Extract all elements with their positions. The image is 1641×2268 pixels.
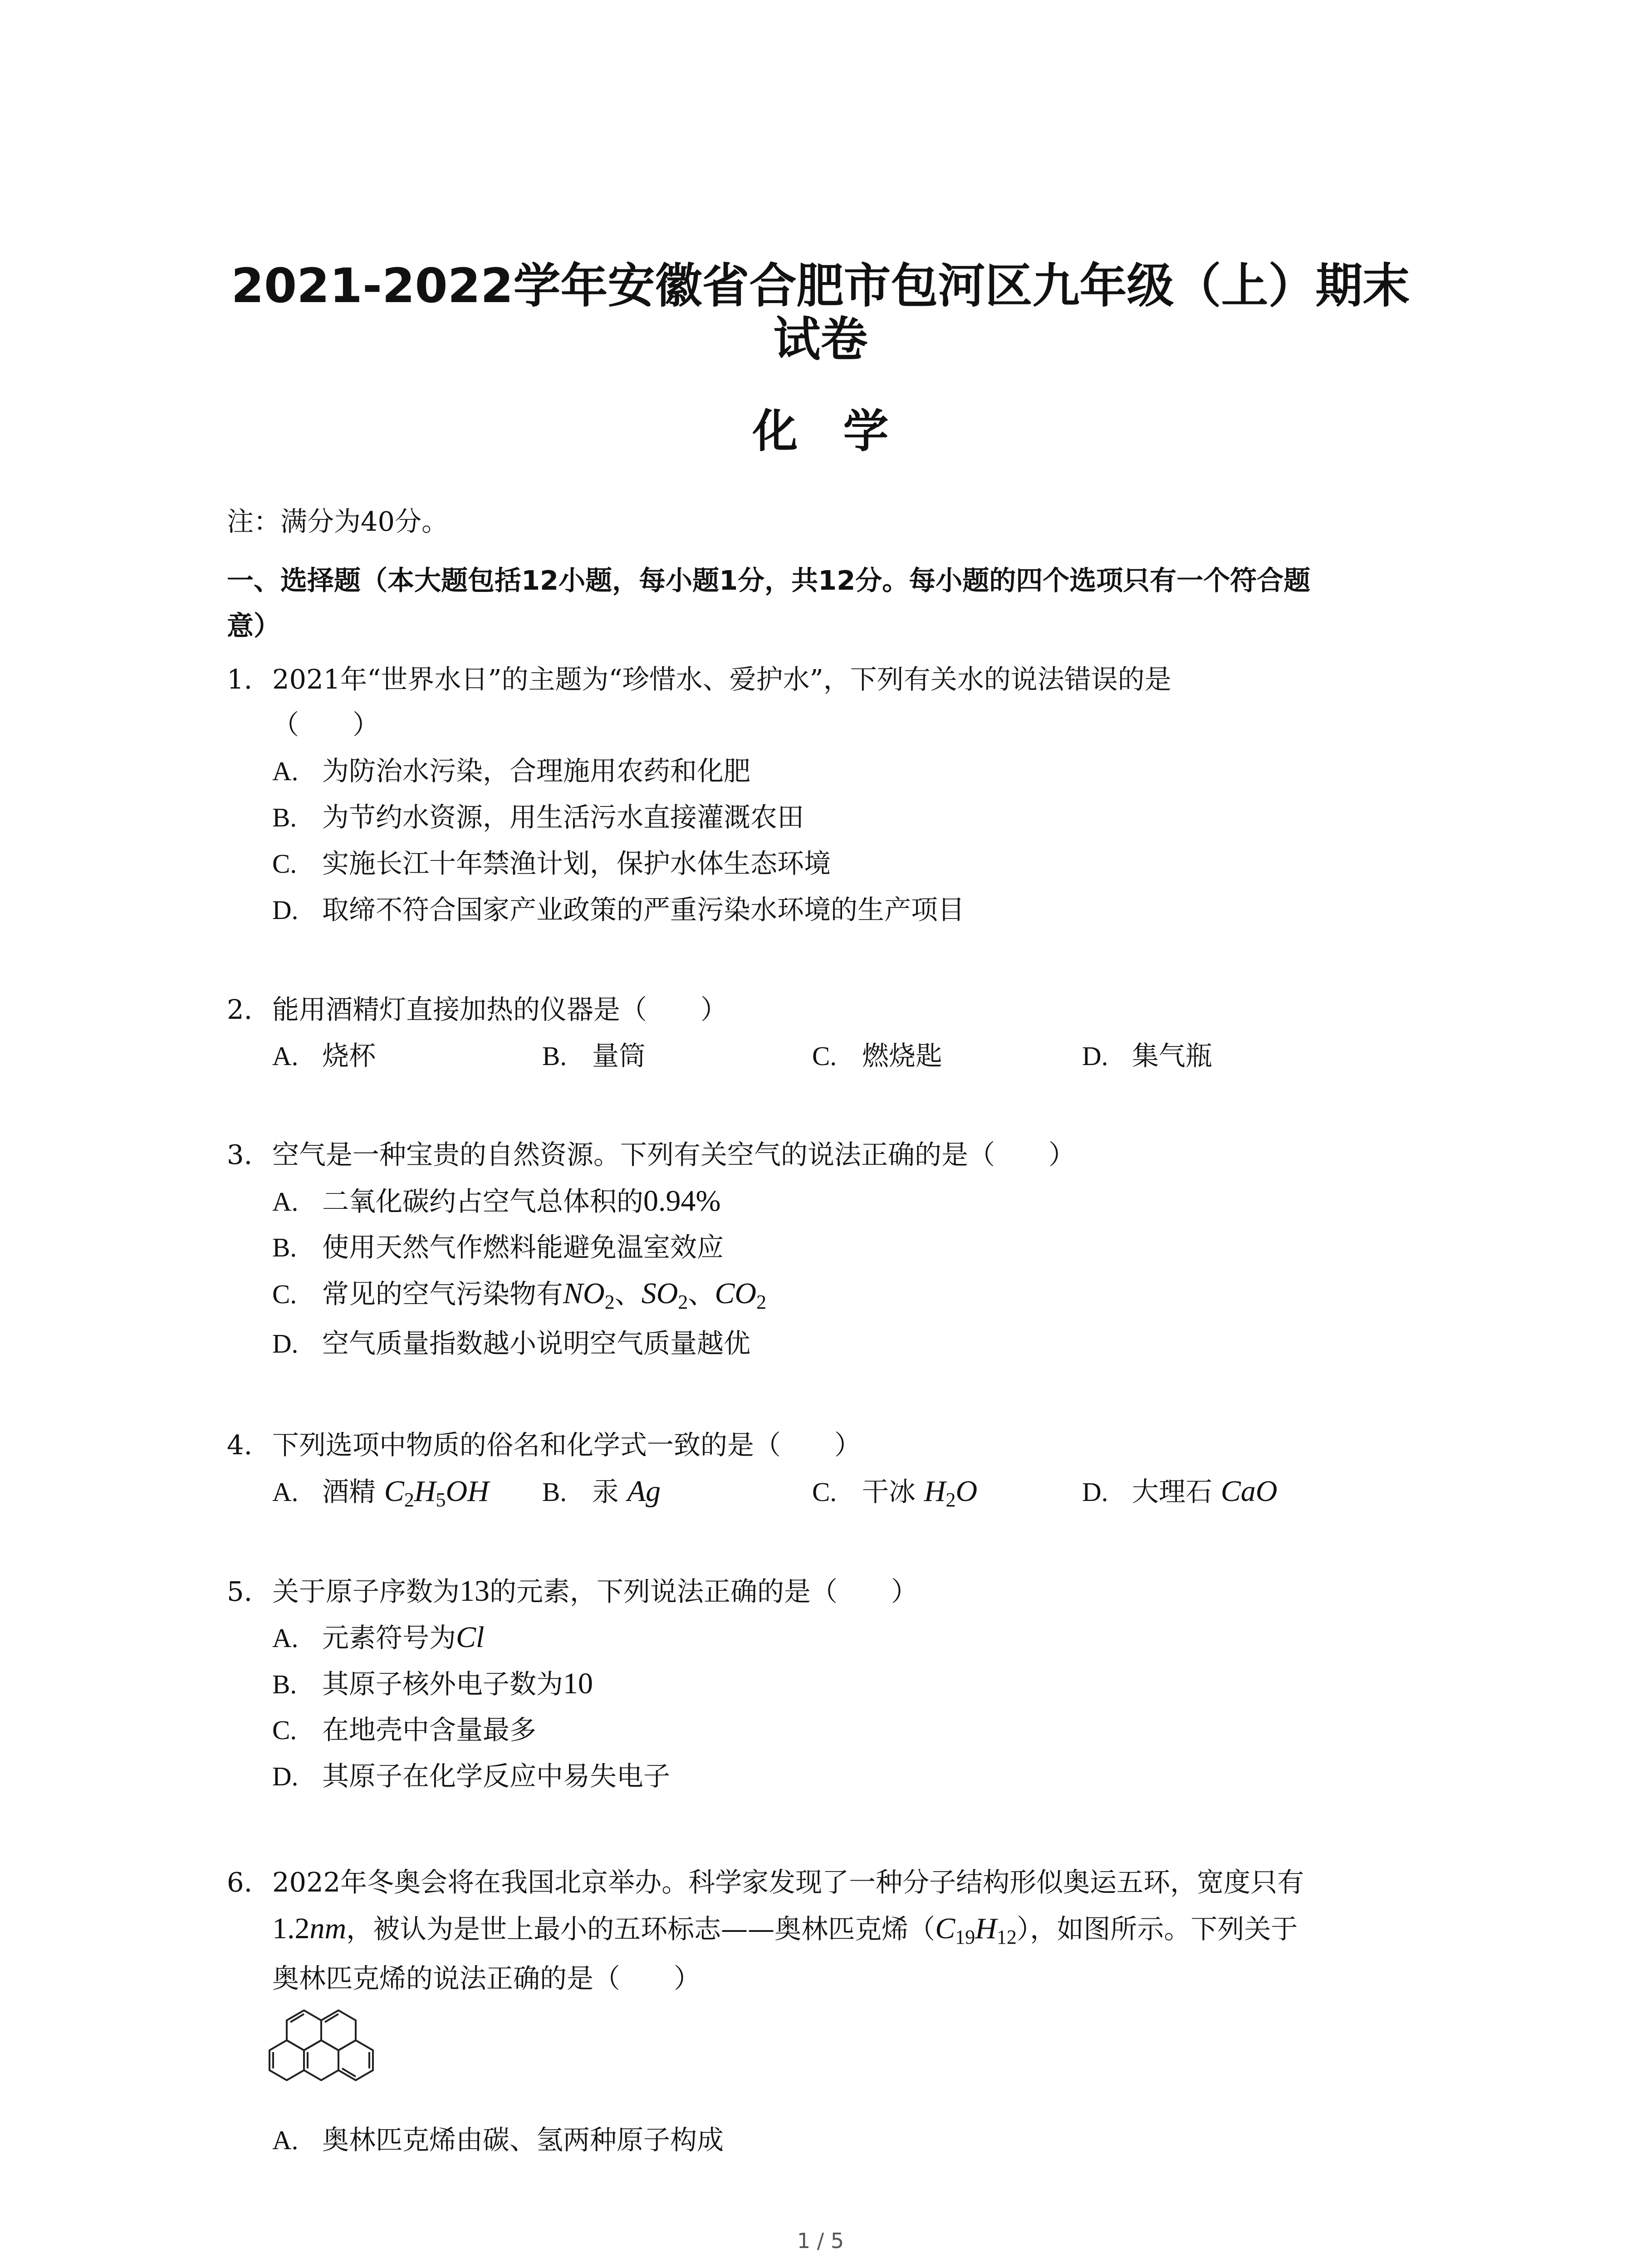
question-1-option-a: A. 为防治水污染，合理施用农药和化肥	[272, 755, 751, 787]
page-number: 1 / 5	[797, 2229, 844, 2253]
exam-title-line1: 2021-2022学年安徽省合肥市包河区九年级（上）期末	[231, 258, 1410, 313]
question-3-option-b: B. 使用天然气作燃料能避免温室效应	[272, 1232, 724, 1263]
question-5-option-a: A. 元素符号为Cl	[272, 1621, 485, 1654]
question-3-stem: 3. 空气是一种宝贵的自然资源。下列有关空气的说法正确的是（ ）	[227, 1139, 1076, 1170]
question-5-stem: 5. 关于原子序数为13的元素，下列说法正确的是（ ）	[227, 1574, 918, 1608]
question-3-option-a: A. 二氧化碳约占空气总体积的0.94%	[272, 1184, 721, 1217]
question-1-stem-line1	[227, 662, 1171, 697]
question-1-option-d: D. 取缔不符合国家产业政策的严重污染水环境的生产项目	[272, 894, 965, 925]
exam-title-line2: 试卷	[773, 312, 868, 367]
question-6-stem-line1: 6. 2022年冬奥会将在我国北京举办。科学家发现了一种分子结构形似奥运五环，宽度只有	[227, 1867, 1304, 1898]
question-4-option-a: A. 酒精 $C_2H_5OH$	[272, 1475, 489, 1511]
question-6-option-a: A. 奥林匹克烯由碳、氢两种原子构成	[272, 2124, 724, 2156]
score-note: 注：满分为40分。	[227, 506, 449, 537]
question-4-option-b: B. 汞 Ag	[542, 1475, 661, 1508]
question-3-option-c: C. 常见的空气污染物有$NO_2$、$SO_2$、$CO_2$	[272, 1277, 767, 1313]
question-2-stem: 2. 能用酒精灯直接加热的仪器是（ ）	[227, 994, 728, 1025]
section-heading-line2: 意）	[227, 610, 281, 641]
question-2-option-d: D. 集气瓶	[1082, 1040, 1213, 1071]
question-5-option-b: B. 其原子核外电子数为10	[272, 1667, 593, 1700]
section-heading	[227, 558, 1443, 649]
question-6-stem-line2: 1.2nm，被认为是世上最小的五环标志——奥林匹克烯$(C_{19}H_{12})$，如图所示。下列关于	[272, 1912, 1298, 1948]
section-heading-line1: 一、选择题（本大题包括12小题，每小题1分，共12分。每小题的四个选项只有一个符合题	[227, 565, 1311, 596]
chemical-formula: $C_{19}H_{12}$	[935, 1912, 1017, 1948]
question-2-option-a: A. 烧杯	[272, 1040, 376, 1071]
chemical-formula: $SO_2$	[641, 1277, 688, 1313]
question-number: 1.	[227, 664, 253, 695]
question-2-option-b: B. 量筒	[542, 1040, 646, 1071]
chemical-formula: $C_2H_5OH$	[384, 1475, 489, 1511]
question-5-option-c: C. 在地壳中含量最多	[272, 1714, 537, 1745]
question-4-stem: 4. 下列选项中物质的俗名和化学式一致的是（ ）	[227, 1429, 862, 1461]
chemical-formula: Ag	[627, 1475, 661, 1508]
chemical-formula: CaO	[1220, 1475, 1278, 1508]
olympicene-structure-icon	[268, 2005, 381, 2105]
subject-heading: 化学	[752, 405, 934, 458]
question-4-option-c: C. 干冰 $H_2O$	[812, 1475, 978, 1511]
chemical-formula: $H_2O$	[924, 1475, 978, 1511]
chemical-formula: $NO_2$	[563, 1277, 615, 1313]
question-2-option-c: C. 燃烧匙	[812, 1040, 943, 1071]
question-1-option-b: B. 为节约水资源，用生活污水直接灌溉农田	[272, 802, 804, 833]
question-1-option-c: C. 实施长江十年禁渔计划，保护水体生态环境	[272, 848, 831, 879]
chemical-formula: $CO_2$	[715, 1277, 767, 1313]
question-4-option-d: D. 大理石 CaO	[1082, 1475, 1278, 1508]
question-3-option-d: D. 空气质量指数越小说明空气质量越优	[272, 1328, 751, 1359]
question-5-option-d: D. 其原子在化学反应中易失电子	[272, 1760, 671, 1792]
question-6-stem-line3: 奥林匹克烯的说法正确的是（ ）	[272, 1963, 701, 1994]
question-text: 2021年“世界水日”的主题为“珍惜水、爱护水”，下列有关水的说法错误的是	[272, 664, 1171, 695]
question-1-stem-line2: （ ）	[272, 709, 380, 740]
